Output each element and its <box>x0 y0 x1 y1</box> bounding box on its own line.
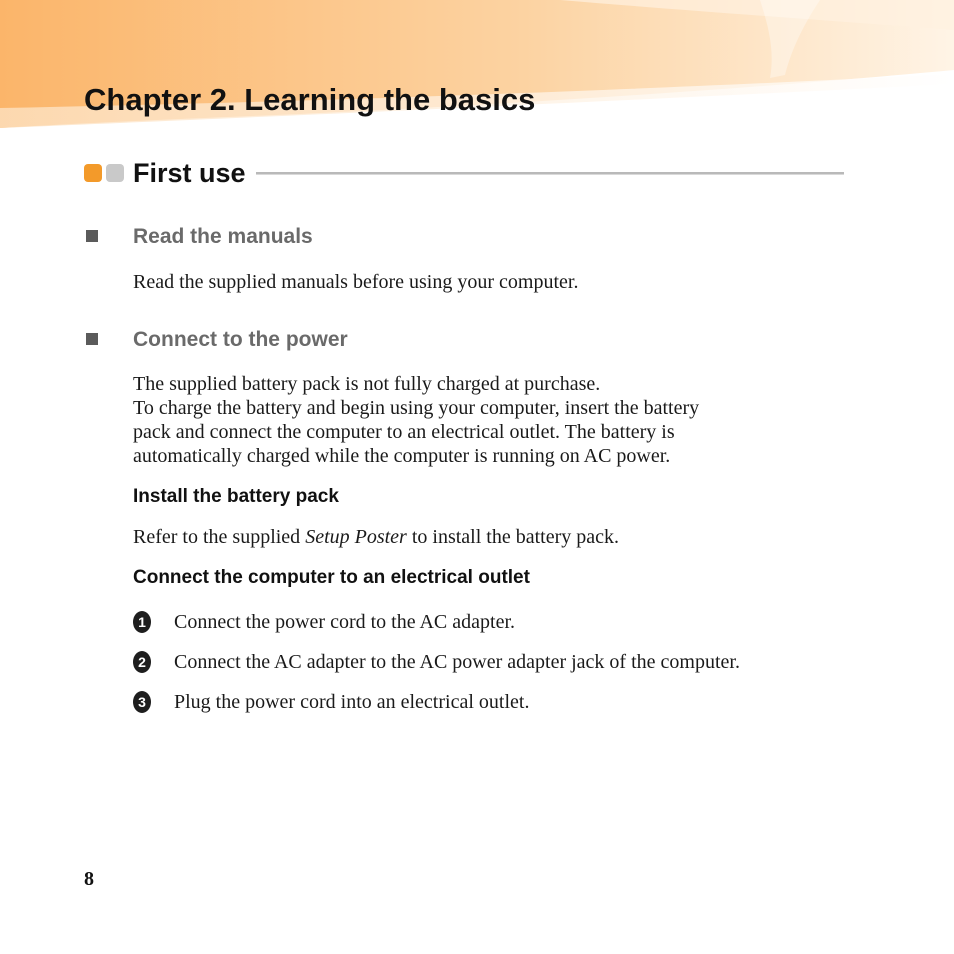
read-manuals-body: Read the supplied manuals before using your computer. <box>133 271 579 293</box>
step-item <box>133 609 853 635</box>
step-text: Connect the AC adapter to the AC power adapter jack of the computer. <box>174 651 740 673</box>
square-bullet-icon <box>86 230 98 242</box>
step-number-icon: 1 <box>133 611 151 633</box>
step-item <box>133 689 853 715</box>
section-heading <box>84 155 844 191</box>
connect-power-title: Connect to the power <box>133 328 348 351</box>
connect-power-body: The supplied battery pack is not fully charged at purchase. To charge the battery and begin using your computer, insert the battery pack and connect the computer to an electrical outlet. The battery is automatically charged while the computer is running on AC power. <box>133 373 700 467</box>
connect-power-heading <box>84 325 844 355</box>
read-manuals-heading <box>84 222 844 252</box>
page-number: 8 <box>84 868 94 890</box>
read-manuals-title: Read the manuals <box>133 225 313 248</box>
step-text: Connect the power cord to the AC adapter. <box>174 611 516 633</box>
chapter-title: Chapter 2. Learning the basics <box>84 82 536 117</box>
orange-dot-icon <box>84 164 102 182</box>
gray-dot-icon <box>106 164 124 182</box>
install-battery-body: Refer to the supplied Setup Poster to install the battery pack. <box>133 526 620 548</box>
square-bullet-icon <box>86 333 98 345</box>
step-item <box>133 649 853 675</box>
step-number-icon: 2 <box>133 651 151 673</box>
section-divider <box>256 172 844 175</box>
setup-poster-title: Setup Poster <box>305 526 407 548</box>
install-battery-heading: Install the battery pack <box>133 486 339 507</box>
step-number-icon: 3 <box>133 691 151 713</box>
section-title: First use <box>133 158 246 188</box>
step-text: Plug the power cord into an electrical outlet. <box>174 691 530 713</box>
connect-outlet-heading: Connect the computer to an electrical outlet <box>133 567 530 588</box>
